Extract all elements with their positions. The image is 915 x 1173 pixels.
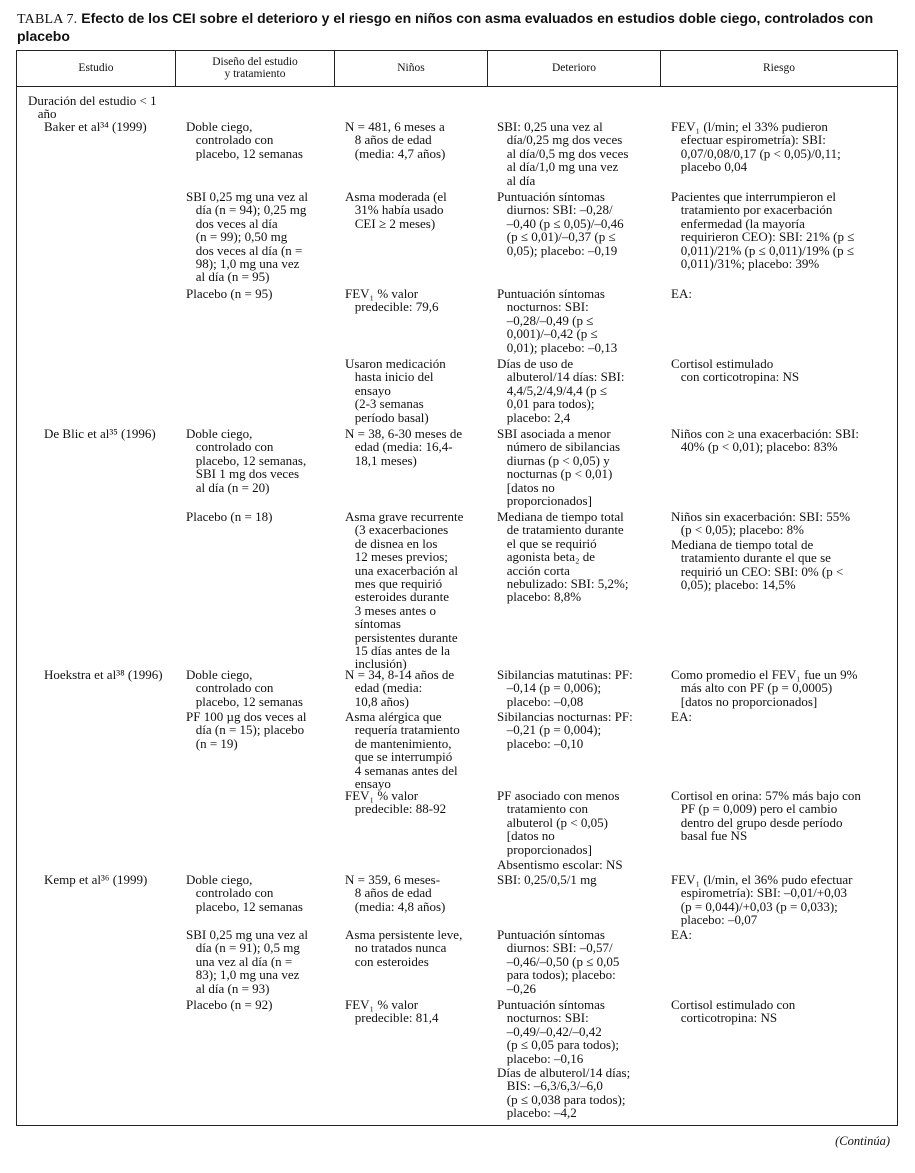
- impairment-cell: Sibilancias matutinas: PF: –0,14 (p = 0,006); placebo: –0,08: [497, 667, 633, 709]
- design-cell: Doble ciego, controlado con placebo, 12 semanas: [186, 119, 303, 161]
- children-cell: Usaron medicación hasta inicio del ensayo (2-3 semanas período basal): [345, 356, 446, 425]
- design-cell: SBI 0,25 mg una vez al día (n = 91); 0,5 mg una vez al día (n = 83); 1,0 mg una vez al día (n = 93): [186, 927, 309, 996]
- risk-cell: Niños sin exacerbación: SBI: 55% (p < 0,05); placebo: 8%: [671, 509, 851, 538]
- design-cell: Doble ciego, controlado con placebo, 12 semanas, SBI 1 mg dos veces al día (n = 20): [186, 426, 307, 495]
- study-name: Baker et al³⁴ (1999): [44, 119, 147, 134]
- risk-cell: EA:: [671, 709, 692, 724]
- design-cell: Placebo (n = 95): [186, 286, 273, 301]
- header-ninos: Niños: [397, 62, 425, 74]
- study-name: Kemp et al³⁶ (1999): [44, 872, 148, 887]
- table-label: TABLA 7.: [17, 12, 78, 27]
- children-cell: Asma grave recurrente (3 exacerbaciones de disnea en los 12 meses previos; una exacerbación al mes que requirió esteroides durante 3 meses antes o síntomas persistentes durante 15 días antes de la inclusión): [345, 509, 464, 672]
- children-cell: FEV₁ % valor predecible: 81,4: [345, 997, 439, 1026]
- design-cell: Doble ciego, controlado con placebo, 12 semanas: [186, 667, 303, 709]
- risk-cell: Niños con ≥ una exacerbación: SBI: 40% (p < 0,01); placebo: 83%: [671, 426, 859, 455]
- design-cell: PF 100 µg dos veces al día (n = 15); placebo (n = 19): [186, 709, 307, 751]
- children-cell: N = 38, 6-30 meses de edad (media: 16,4- 18,1 meses): [345, 426, 463, 468]
- continued-note: (Continúa): [835, 1134, 890, 1148]
- impairment-cell: Absentismo escolar: NS: [497, 857, 623, 872]
- children-cell: N = 481, 6 meses a 8 años de edad (media: 4,7 años): [345, 119, 446, 161]
- risk-cell: EA:: [671, 286, 692, 301]
- impairment-cell: Días de uso de albuterol/14 días: SBI: 4,4/5,2/4,9/4,4 (p ≤ 0,01 para todos); placebo: 2,4: [497, 356, 625, 425]
- header-diseno: Diseño del estudio y tratamiento: [212, 56, 298, 80]
- risk-cell: FEV₁ (l/min, el 36% pudo efectuar espirometría): SBI: –0,01/+0,03 (p = 0,044)/+0,03 (p = 0,033); placebo: –0,07: [671, 872, 853, 928]
- study-name: Hoekstra et al³⁸ (1996): [44, 667, 163, 682]
- header-divider: [487, 50, 488, 86]
- study-name: De Blic et al³⁵ (1996): [44, 426, 156, 441]
- children-cell: FEV₁ % valor predecible: 79,6: [345, 286, 439, 315]
- impairment-cell: PF asociado con menos tratamiento con albuterol (p < 0,05) [datos no proporcionados]: [497, 788, 620, 857]
- children-cell: N = 359, 6 meses- 8 años de edad (media: 4,8 años): [345, 872, 446, 914]
- risk-cell: FEV₁ (l/min; el 33% pudieron efectuar espirometría): SBI: 0,07/0,08/0,17 (p < 0,05)/0,11; placebo 0,04: [671, 119, 841, 175]
- header-estudio: Estudio: [78, 62, 114, 74]
- impairment-cell: SBI asociada a menor número de sibilancias diurnas (p < 0,05) y nocturnas (p < 0,01) [datos no proporcionados]: [497, 426, 621, 509]
- risk-cell: EA:: [671, 927, 692, 942]
- header-divider: [660, 50, 661, 86]
- design-cell: Placebo (n = 18): [186, 509, 273, 524]
- impairment-cell: Puntuación síntomas diurnos: SBI: –0,28/ –0,40 (p ≤ 0,05)/–0,46 (p ≤ 0,01)/–0,37 (p ≤ 0,05); placebo: –0,19: [497, 189, 624, 258]
- risk-cell: Cortisol estimulado con corticotropina: NS: [671, 997, 796, 1026]
- risk-cell: Mediana de tiempo total de tratamiento durante el que se requirió un CEO: SBI: 0% (p < 0,05); placebo: 14,5%: [671, 537, 844, 593]
- header-deterioro: Deterioro: [551, 62, 597, 74]
- children-cell: Asma moderada (el 31% había usado CEI ≥ 2 meses): [345, 189, 447, 231]
- section-duracion: Duración del estudio < 1 año: [28, 93, 157, 122]
- header-riesgo: Riesgo: [763, 62, 795, 74]
- impairment-cell: SBI: 0,25/0,5/1 mg: [497, 872, 597, 887]
- impairment-cell: SBI: 0,25 una vez al día/0,25 mg dos veces al día/0,5 mg dos veces al día/1,0 mg una vez al día: [497, 119, 629, 188]
- design-cell: SBI 0,25 mg una vez al día (n = 94); 0,25 mg dos veces al día (n = 99); 0,50 mg dos veces al día (n = 98); 1,0 mg una vez al día (n = 95): [186, 189, 309, 285]
- header-divider: [175, 50, 176, 86]
- impairment-cell: Puntuación síntomas diurnos: SBI: –0,57/ –0,46/–0,50 (p ≤ 0,05 para todos); placebo: –0,26: [497, 927, 620, 996]
- impairment-cell: Puntuación síntomas nocturnos: SBI: –0,28/–0,49 (p ≤ 0,001)/–0,42 (p ≤ 0,01); placebo: –0,13: [497, 286, 618, 355]
- children-cell: Asma persistente leve, no tratados nunca con esteroides: [345, 927, 463, 969]
- impairment-cell: Sibilancias nocturnas: PF: –0,21 (p = 0,004); placebo: –0,10: [497, 709, 633, 751]
- design-cell: Doble ciego, controlado con placebo, 12 semanas: [186, 872, 303, 914]
- children-cell: N = 34, 8-14 años de edad (media: 10,8 años): [345, 667, 455, 709]
- risk-cell: Como promedio el FEV₁ fue un 9% más alto con PF (p = 0,0005) [datos no proporcionados]: [671, 667, 858, 709]
- risk-cell: Cortisol en orina: 57% más bajo con PF (p = 0,009) pero el cambio dentro del grupo desde período basal fue NS: [671, 788, 861, 844]
- design-cell: Placebo (n = 92): [186, 997, 273, 1012]
- header-divider: [334, 50, 335, 86]
- table-title: [17, 10, 897, 46]
- children-cell: Asma alérgica que requería tratamiento de mantenimiento, que se interrumpió 4 semanas antes del ensayo: [345, 709, 460, 792]
- risk-cell: Cortisol estimulado con corticotropina: NS: [671, 356, 800, 385]
- impairment-cell: Puntuación síntomas nocturnos: SBI: –0,49/–0,42/–0,42 (p ≤ 0,05 para todos); placebo: –0,16: [497, 997, 619, 1066]
- children-cell: FEV₁ % valor predecible: 88-92: [345, 788, 447, 817]
- impairment-cell: Mediana de tiempo total de tratamiento durante el que se requirió agonista beta₂ de acción corta nebulizado: SBI: 5,2%; placebo: 8,8%: [497, 509, 629, 605]
- risk-cell: Pacientes que interrumpieron el tratamiento por exacerbación enfermedad (la mayoría requirieron CEO): SBI: 21% (p ≤ 0,011)/21% (p ≤ 0,011)/19% (p ≤ 0,011)/31%; placebo: 39%: [671, 189, 855, 272]
- table-caption: Efecto de los CEI sobre el deterioro y el riesgo en niños con asma evaluados en estudios doble ciego, controlados con placebo: [17, 10, 874, 44]
- impairment-cell: Días de albuterol/14 días; BIS: –6,3/6,3/–6,0 (p ≤ 0,038 para todos); placebo: –4,2: [497, 1065, 631, 1121]
- header-rule: [16, 86, 898, 87]
